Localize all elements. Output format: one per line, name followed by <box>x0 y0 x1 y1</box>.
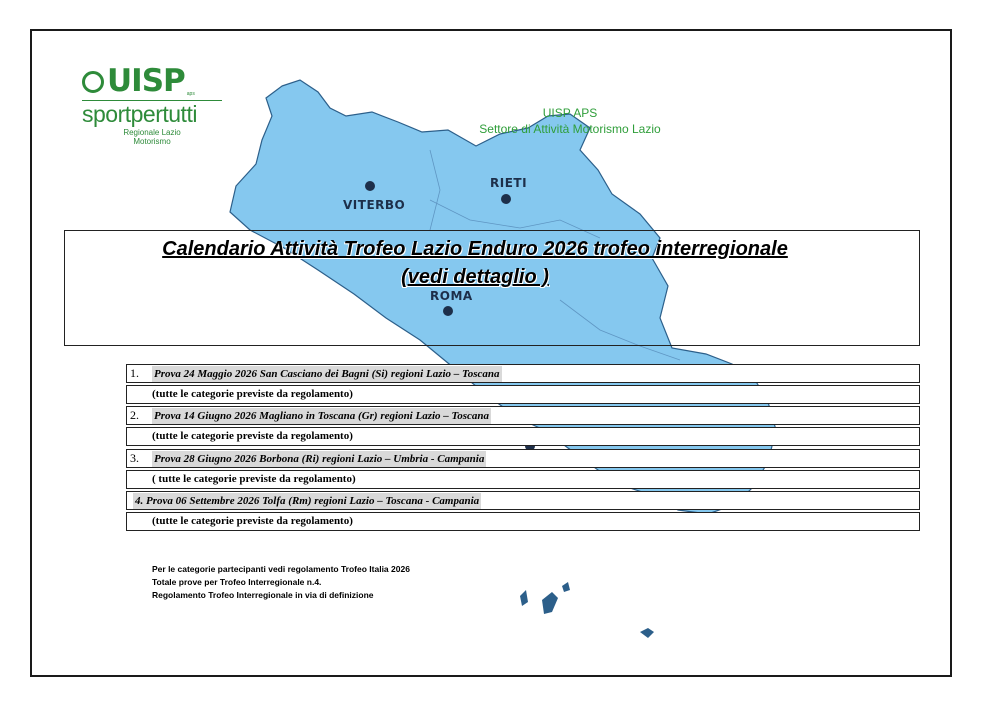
logo-aps: aps <box>186 90 195 97</box>
event-prova-text: Prova 06 Settembre 2026 Tolfa (Rm) regioni Lazio – Toscana - Campania <box>146 495 480 507</box>
event-categories: (tutte le categorie previste da regolamento) <box>152 515 353 527</box>
event-number: 1. <box>130 366 139 380</box>
org-sector: Settore di Attività Motorismo Lazio <box>479 122 661 136</box>
title-box <box>64 230 920 346</box>
notes-block <box>152 563 410 602</box>
event-prova <box>133 493 481 509</box>
event-row-4 <box>126 491 920 510</box>
page-title: Calendario Attività Trofeo Lazio Enduro 2026 trofeo interregionale <box>162 238 788 260</box>
event-row-2 <box>126 406 920 425</box>
note-line: Totale prove per Trofeo Interregionale n.4. <box>152 577 322 587</box>
event-categories: (tutte le categorie previste da regolamento) <box>152 388 353 400</box>
event-number: 3. <box>130 451 139 465</box>
event-prova: Prova 14 Giugno 2026 Magliano in Toscana (Gr) regioni Lazio – Toscana <box>154 410 490 422</box>
event-categories-row-4 <box>126 512 920 531</box>
logo-emblem-icon <box>82 71 104 93</box>
event-categories-row-1 <box>126 385 920 404</box>
note-line: Regolamento Trofeo Interregionale in via di definizione <box>152 590 374 600</box>
event-categories-row-2 <box>126 427 920 446</box>
island-1 <box>520 590 528 606</box>
note-line: Per le categorie partecipanti vedi regolamento Trofeo Italia 2026 <box>152 564 410 574</box>
page-subtitle: (vedi dettaglio ) <box>401 266 549 288</box>
city-label-rieti: RIETI <box>490 176 528 190</box>
event-number: 4. <box>135 495 144 507</box>
city-label-roma: ROMA <box>430 289 473 303</box>
organization-header <box>420 105 720 137</box>
event-row-3 <box>126 449 920 468</box>
event-row-1 <box>126 364 920 383</box>
city-dot-viterbo <box>365 181 375 191</box>
island-3 <box>562 582 570 592</box>
logo-sub-sector: Motorismo <box>133 137 171 147</box>
event-prova: Prova 28 Giugno 2026 Borbona (Ri) regioni Lazio – Umbria - Campania <box>154 453 485 465</box>
event-categories: (tutte le categorie previste da regolamento) <box>152 430 353 442</box>
event-categories: ( tutte le categorie previste da regolamento) <box>152 473 356 485</box>
logo-brand: UISP <box>107 63 185 99</box>
event-number: 2. <box>130 408 139 422</box>
city-label-viterbo: VITERBO <box>343 198 406 212</box>
logo-tagline: sportpertutti <box>82 100 222 126</box>
island-4 <box>640 628 654 638</box>
city-dot-rieti <box>501 194 511 204</box>
logo-sub-region: Regionale Lazio <box>123 128 181 137</box>
island-2 <box>542 592 558 614</box>
event-categories-row-3 <box>126 470 920 489</box>
event-prova: Prova 24 Maggio 2026 San Casciano dei Bagni (Si) regioni Lazio – Toscana <box>154 368 500 380</box>
org-name: UISP APS <box>542 106 598 120</box>
uisp-logo <box>82 63 232 147</box>
